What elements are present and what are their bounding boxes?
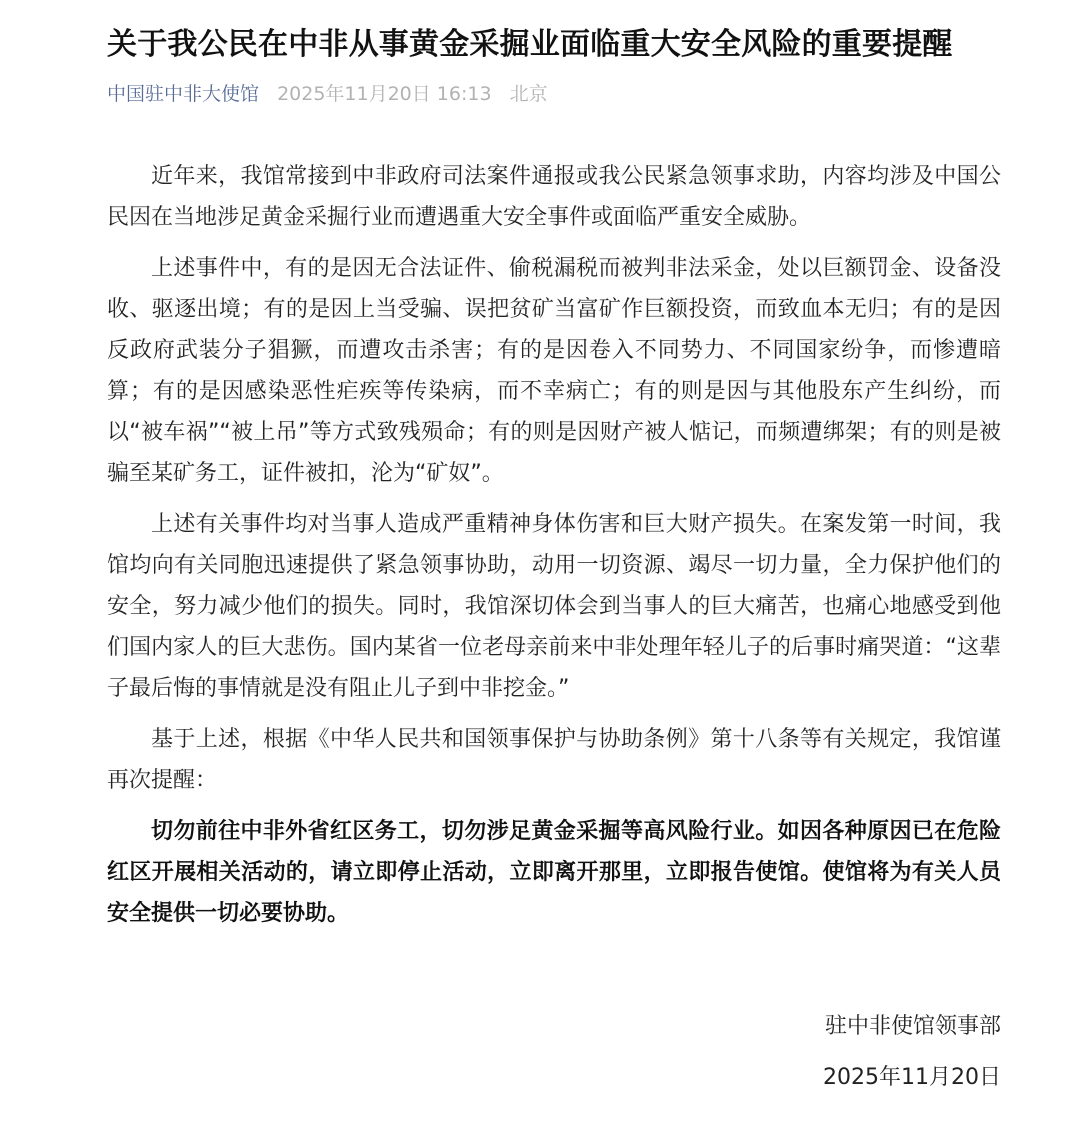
signature-department: 驻中非使馆领事部 (824, 1014, 1001, 1039)
paragraph-warning: 切勿前往中非外省红区务工，切勿涉足黄金采掘等高风险行业。如因各种原因已在危险红区开展相关活动的，请立即停止活动，立即离开那里，立即报告使馆。使馆将为有关人员安全提供一切必要协助。 (107, 819, 1001, 926)
article-body (107, 156, 1001, 934)
paragraph-incidents: 上述事件中，有的是因无合法证件、偷税漏税而被判非法采金，处以巨额罚金、设备没收、驱逐出境；有的是因上当受骗、误把贫矿当富矿作巨额投资，而致血本无归；有的是因反政府武装分子猖獗，而遭攻击杀害；有的是因卷入不同势力、不同国家纷争，而惨遭暗算；有的是因感染恶性疟疾等传染病，而不幸病亡；有的则是因与其他股东产生纠纷，而以“被车祸”“被上吊”等方式致残殒命；有的则是因财产被人惦记，而频遭绑架；有的则是被骗至某矿务工，证件被扣，沦为“矿奴”。 (107, 256, 1001, 486)
publish-time: 2025年11月20日 16:13 (277, 83, 492, 105)
publish-location: 北京 (509, 83, 548, 105)
signature-date: 2025年11月20日 (823, 1065, 1001, 1090)
account-name-link[interactable]: 中国驻中非大使馆 (107, 83, 260, 105)
article-title: 关于我公民在中非从事黄金采掘业面临重大安全风险的重要提醒 (107, 27, 953, 62)
article-meta (107, 80, 1001, 108)
paragraph-basis: 基于上述，根据《中华人民共和国领事保护与协助条例》第十八条等有关规定，我馆谨再次提醒： (107, 727, 1001, 793)
paragraph-intro: 近年来，我馆常接到中非政府司法案件通报或我公民紧急领事求助，内容均涉及中国公民因在当地涉足黄金采掘行业而遭遇重大安全事件或面临严重安全威胁。 (107, 164, 1001, 230)
paragraph-assistance: 上述有关事件均对当事人造成严重精神身体伤害和巨大财产损失。在案发第一时间，我馆均向有关同胞迅速提供了紧急领事协助，动用一切资源、竭尽一切力量，全力保护他们的安全，努力减少他们的损失。同时，我馆深切体会到当事人的巨大痛苦，也痛心地感受到他们国内家人的巨大悲伤。国内某省一位老母亲前来中非处理年轻儿子的后事时痛哭道：“这辈子最后悔的事情就是没有阻止儿子到中非挖金。” (107, 512, 1001, 701)
